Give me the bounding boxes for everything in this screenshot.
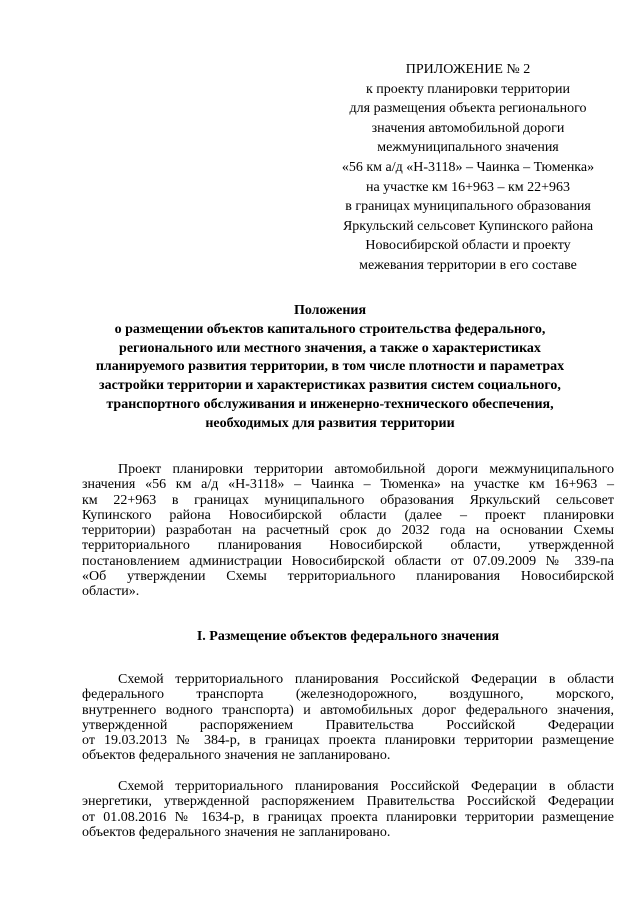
document-title (70, 302, 590, 434)
appendix-line: к проекту планировки территории (365, 81, 571, 97)
paragraph-line: территории) разработан на расчетный срок до 2032 года на основании Схемы (82, 523, 614, 539)
appendix-header (318, 60, 618, 276)
title-line: необходимых для развития территории (205, 415, 455, 431)
energy-paragraph (82, 779, 614, 840)
title-line: транспортного обслуживания и инженерно-технического обеспечения, (106, 396, 554, 412)
appendix-line: для размещения объекта регионального (349, 101, 587, 117)
paragraph-line: объектов федерального значения не запланировано. (82, 748, 391, 764)
paragraph-line: объектов федерального значения не запланировано. (82, 824, 391, 840)
appendix-line: значения автомобильной дороги (371, 120, 565, 136)
paragraph-line: федерального транспорта (железнодорожного, воздушного, морского, (82, 687, 614, 703)
appendix-title: ПРИЛОЖЕНИЕ № 2 (405, 62, 531, 77)
paragraph-line: от 19.03.2013 № 384-р, в границах проекта планировки территории размещение (82, 733, 614, 749)
appendix-line: межевания территории в его составе (359, 257, 577, 273)
paragraph-line: «Об утверждении Схемы территориального планирования Новосибирской (82, 569, 614, 585)
paragraph-line: Купинского района Новосибирской области (далее – проект планировки (82, 507, 614, 523)
appendix-line: в границах муниципального образования (345, 199, 591, 215)
paragraph-line: территориального планирования Новосибирской области, утвержденной (82, 538, 614, 554)
paragraph-line: утвержденной распоряжением Правительства Российской Федерации (82, 717, 614, 733)
title-line: регионального или местного значения, а также о характеристиках (119, 340, 541, 356)
title-line: застройки территории и характеристиках развития систем социального, (99, 378, 561, 394)
appendix-line: «56 км а/д «Н-3118» – Чаинка – Тюменка» (341, 159, 595, 175)
paragraph-line: Схемой территориального планирования Российской Федерации в области (118, 779, 614, 794)
paragraph-line: Схемой территориального планирования Российской Федерации в области (118, 672, 614, 687)
paragraph-line: Проект планировки территории автомобильной дороги межмуниципального (118, 462, 614, 477)
appendix-line: межмуниципального значения (377, 140, 559, 156)
section-heading: I. Размещение объектов федерального значения (196, 629, 500, 644)
transport-paragraph (82, 672, 614, 764)
paragraph-line: от 01.08.2016 № 1634-р, в границах проекта планировки территории размещение (82, 809, 614, 825)
appendix-line: Новосибирской области и проекту (365, 238, 571, 254)
title-line: о размещении объектов капитального строительства федерального, (114, 321, 546, 337)
title-line: планируемого развития территории, в том числе плотности и параметрах (95, 359, 565, 375)
paragraph-line: области». (82, 584, 140, 600)
paragraph-line: значения «56 км а/д «Н-3118» – Чаинка – Тюменка» на участке км 16+963 – (82, 477, 614, 493)
paragraph-line: энергетики, утвержденной распоряжением Правительства Российской Федерации (82, 794, 614, 810)
title-heading: Положения (293, 303, 367, 318)
appendix-line: на участке км 16+963 – км 22+963 (365, 179, 571, 195)
paragraph-line: внутреннего водного транспорта) и автомобильных дорог федерального значения, (82, 702, 614, 718)
paragraph-line: км 22+963 в границах муниципального образования Яркульский сельсовет (82, 492, 614, 508)
paragraph-line: постановлением администрации Новосибирской области от 07.09.2009 № 339-па (82, 553, 614, 569)
intro-paragraph (82, 462, 614, 600)
appendix-line: Яркульский сельсовет Купинского района (342, 218, 594, 234)
